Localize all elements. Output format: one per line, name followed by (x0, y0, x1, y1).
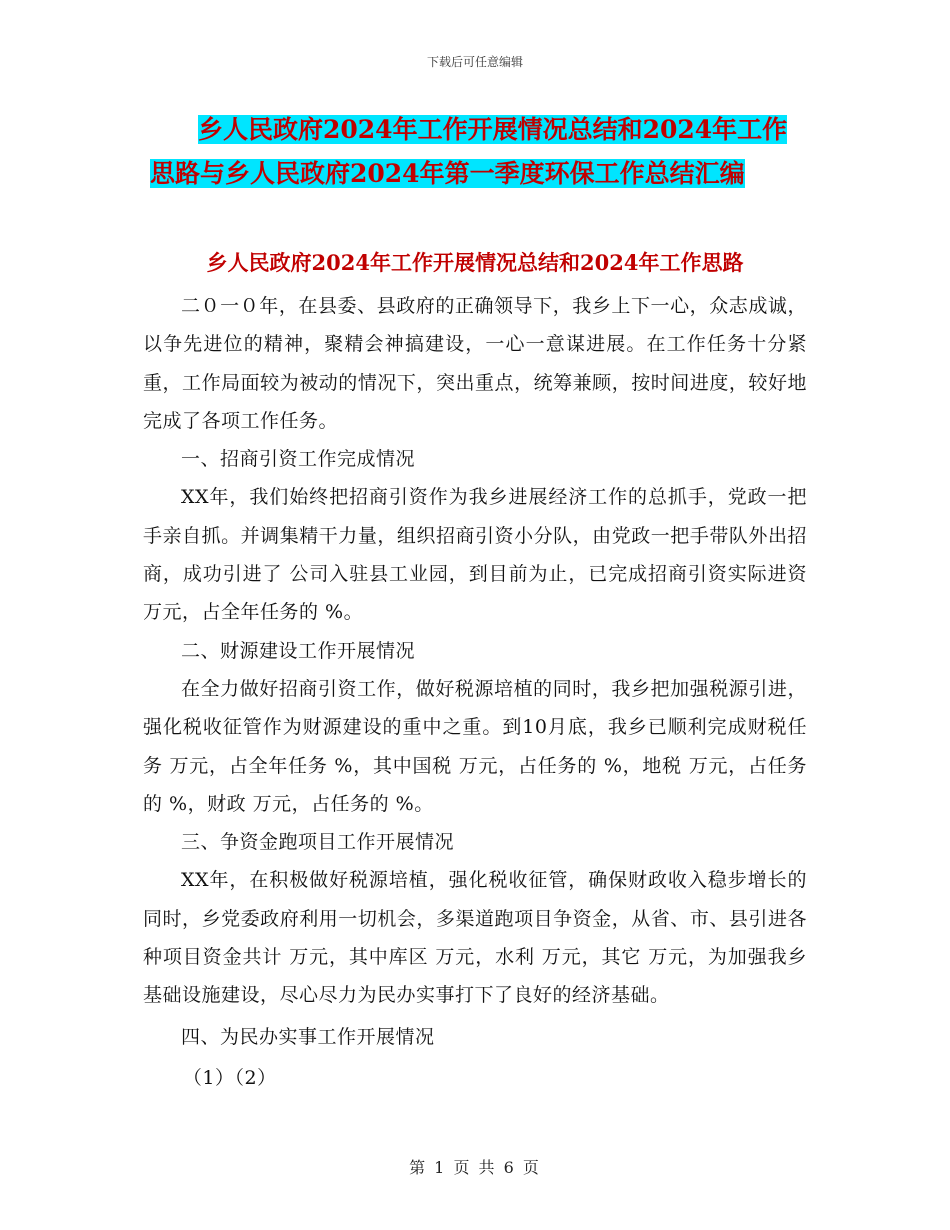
paragraph-intro: 二０一０年，在县委、县政府的正确领导下，我乡上下一心，众志成诚，以争先进位的精神，聚精会神搞建设，一心一意谋进展。在工作任务十分紧重，工作局面较为被动的情况下，突出重点，统筹兼顾，按时间进度，较好地完成了各项工作任务。 (143, 295, 807, 432)
paragraph-finance: 在全力做好招商引资工作，做好税源培植的同时，我乡把加强税源引进，强化税收征管作为财源建设的重中之重。到10月底，我乡已顺利完成财税任务 万元，占全年任务 %，其中国税 万元，占任务的 %，地税 万元，占任务的 %，财政 万元，占任务的 %。 (143, 677, 807, 815)
main-title-line-1 (150, 108, 830, 152)
main-title (150, 108, 830, 196)
heading-projects: 三、争资金跑项目工作开展情况 (181, 831, 455, 854)
paragraph-investment: XX年，我们始终把招商引资作为我乡进展经济工作的总抓手，党政一把手亲自抓。并调集精干力量，组织招商引资小分队，由党政一把手带队外出招商，成功引进了 公司入驻县工业园，到目前为止，已完成招商引资实际进资 万元，占全年任务的 %。 (143, 486, 807, 624)
paragraph-list-markers: （1）（2） (182, 1066, 277, 1089)
paragraph-projects: XX年，在积极做好税源培植，强化税收征管，确保财政收入稳步增长的同时，乡党委政府利用一切机会，多渠道跑项目争资金，从省、市、县引进各种项目资金共计 万元，其中库区 万元，水利 万元，其它 万元，为加强我乡基础设施建设，尽心尽力为民办实事打下了良好的经济基础。 (143, 869, 807, 1007)
main-title-line-1-text: 乡人民政府2024年工作开展情况总结和2024年工作 (198, 115, 788, 144)
heading-investment: 一、招商引资工作完成情况 (181, 448, 416, 471)
heading-public-service: 四、为民办实事工作开展情况 (181, 1025, 435, 1048)
body-text (143, 287, 807, 1097)
header-note: 下载后可任意编辑 (426, 55, 523, 69)
section-title: 乡人民政府2024年工作开展情况总结和2024年工作思路 (206, 250, 744, 275)
main-title-line-2 (150, 152, 830, 196)
page-footer: 第 1 页 共 6 页 (409, 1158, 541, 1177)
main-title-line-2-text: 思路与乡人民政府2024年第一季度环保工作总结汇编 (150, 159, 745, 188)
heading-finance: 二、财源建设工作开展情况 (181, 639, 416, 662)
